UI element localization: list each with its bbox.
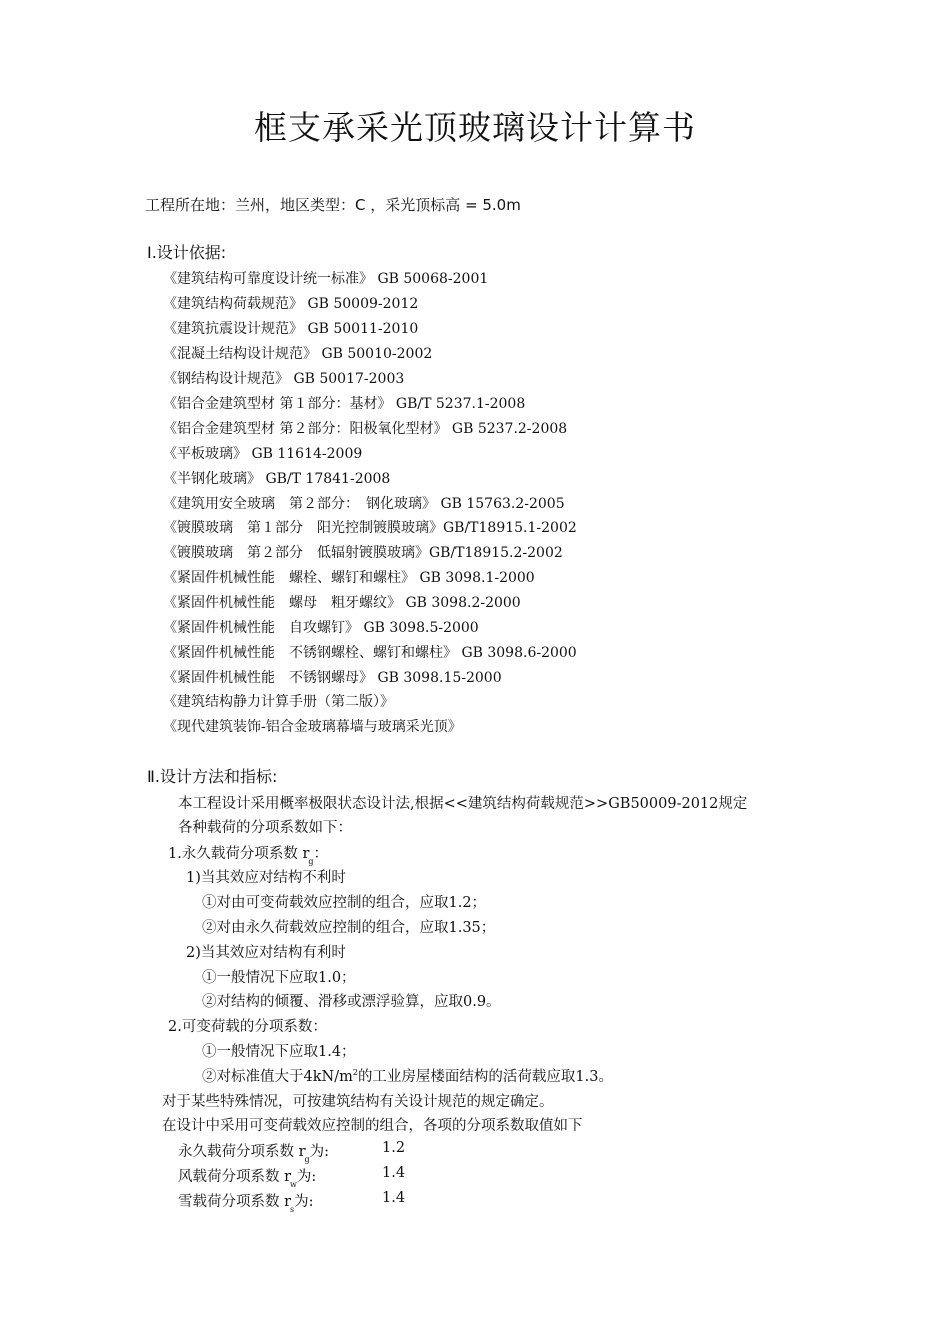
intro-line-1: 本工程设计采用概率极限状态设计法,根据<<建筑结构荷载规范>>GB50009-2012规定 xyxy=(178,796,748,812)
coefficient-suffix: 为: xyxy=(294,1194,314,1210)
special-case-note: 对于某些特殊情况，可按建筑结构有关设计规范的规定确定。 xyxy=(162,1094,554,1110)
subscript-g: g xyxy=(308,857,314,866)
reference-item: 《镀膜玻璃 第１部分 阳光控制镀膜玻璃》GB/T18915.1-2002 xyxy=(163,520,577,536)
reference-item: 《紧固件机械性能 自攻螺钉》 GB 3098.5-2000 xyxy=(163,620,479,636)
coefficient-row-wind xyxy=(178,1165,478,1189)
reference-item: 《建筑抗震设计规范》 GB 50011-2010 xyxy=(163,321,419,337)
reference-item: 《钢结构设计规范》 GB 50017-2003 xyxy=(163,371,405,387)
reference-item: 《紧固件机械性能 不锈钢螺母》 GB 3098.15-2000 xyxy=(163,670,502,686)
coefficient-suffix: 为: xyxy=(296,1169,317,1185)
document-title: 框支承采光顶玻璃设计计算书 xyxy=(254,108,696,147)
coefficient-subscript: s xyxy=(290,1205,295,1214)
permanent-load-heading xyxy=(168,842,328,866)
variable-load-2 xyxy=(202,1065,613,1086)
reference-item: 《铝合金建筑型材 第１部分：基材》 GB/T 5237.1-2008 xyxy=(163,396,526,412)
reference-item: 《建筑用安全玻璃 第２部分： 钢化玻璃》 GB 15763.2-2005 xyxy=(163,496,565,512)
coefficient-row-permanent xyxy=(178,1140,478,1164)
combination-note: 在设计中采用可变荷载效应控制的组合，各项的分项系数取值如下 xyxy=(162,1118,583,1134)
reference-item: 《半钢化玻璃》 GB/T 17841-2008 xyxy=(163,471,391,487)
permanent-load-label: 1.永久载荷分项系数 r xyxy=(168,846,310,862)
favorable-case-2: ②对结构的倾覆、滑移或漂浮验算，应取0.9。 xyxy=(202,994,501,1010)
project-location-line: 工程所在地：兰州，地区类型：C ，采光顶标高 = 5.0m xyxy=(145,196,521,214)
reference-item: 《建筑结构荷载规范》 GB 50009-2012 xyxy=(163,296,419,312)
section-1-heading: Ⅰ.设计依据: xyxy=(147,243,227,262)
variable-load-2-text: ②对标准值大于4kN/m xyxy=(202,1069,353,1085)
reference-item: 《现代建筑装饰-铝合金玻璃幕墙与玻璃采光顶》 xyxy=(163,719,462,735)
coefficient-value: 1.4 xyxy=(382,1190,406,1206)
coefficient-value: 1.2 xyxy=(382,1140,406,1156)
coefficient-subscript: g xyxy=(304,1155,310,1164)
reference-item: 《建筑结构静力计算手册（第二版）》 xyxy=(163,694,394,710)
reference-item: 《镀膜玻璃 第２部分 低辐射镀膜玻璃》GB/T18915.2-2002 xyxy=(163,545,563,561)
coefficient-label: 永久载荷分项系数 r xyxy=(178,1144,306,1160)
superscript-2: 2 xyxy=(352,1068,358,1078)
variable-load-2-tail: 的工业房屋楼面结构的活荷载应取1.3。 xyxy=(357,1069,613,1085)
reference-item: 《紧固件机械性能 螺栓、螺钉和螺柱》 GB 3098.1-2000 xyxy=(163,570,535,586)
permanent-load-colon: ： xyxy=(313,846,328,862)
coefficient-value: 1.4 xyxy=(382,1165,406,1181)
reference-item: 《紧固件机械性能 螺母 粗牙螺纹》 GB 3098.2-2000 xyxy=(163,595,521,611)
intro-line-2: 各种载荷的分项系数如下： xyxy=(178,820,352,836)
reference-item: 《平板玻璃》 GB 11614-2009 xyxy=(163,446,363,462)
reference-item: 《建筑结构可靠度设计统一标准》 GB 50068-2001 xyxy=(163,271,489,287)
section-2-heading: Ⅱ.设计方法和指标: xyxy=(147,767,278,786)
coefficient-row-snow xyxy=(178,1190,478,1214)
unfavorable-case: 1)当其效应对结构不利时 xyxy=(186,870,346,886)
reference-item: 《混凝土结构设计规范》 GB 50010-2002 xyxy=(163,346,433,362)
unfavorable-case-1: ①对由可变荷载效应控制的组合，应取1.2； xyxy=(202,895,487,911)
favorable-case: 2)当其效应对结构有利时 xyxy=(186,945,346,961)
coefficient-label: 雪载荷分项系数 r xyxy=(178,1194,292,1210)
favorable-case-1: ①一般情况下应取1.0； xyxy=(202,970,356,986)
variable-load-heading: 2.可变荷载的分项系数： xyxy=(168,1019,327,1035)
reference-item: 《铝合金建筑型材 第２部分：阳极氧化型材》 GB 5237.2-2008 xyxy=(163,421,568,437)
coefficient-label: 风载荷分项系数 r xyxy=(178,1169,292,1185)
reference-item: 《紧固件机械性能 不锈钢螺栓、螺钉和螺柱》 GB 3098.6-2000 xyxy=(163,645,577,661)
unfavorable-case-2: ②对由永久荷载效应控制的组合，应取1.35； xyxy=(202,920,496,936)
variable-load-1: ①一般情况下应取1.4； xyxy=(202,1044,356,1060)
coefficient-suffix: 为: xyxy=(309,1144,330,1160)
coefficient-subscript: w xyxy=(290,1180,297,1189)
